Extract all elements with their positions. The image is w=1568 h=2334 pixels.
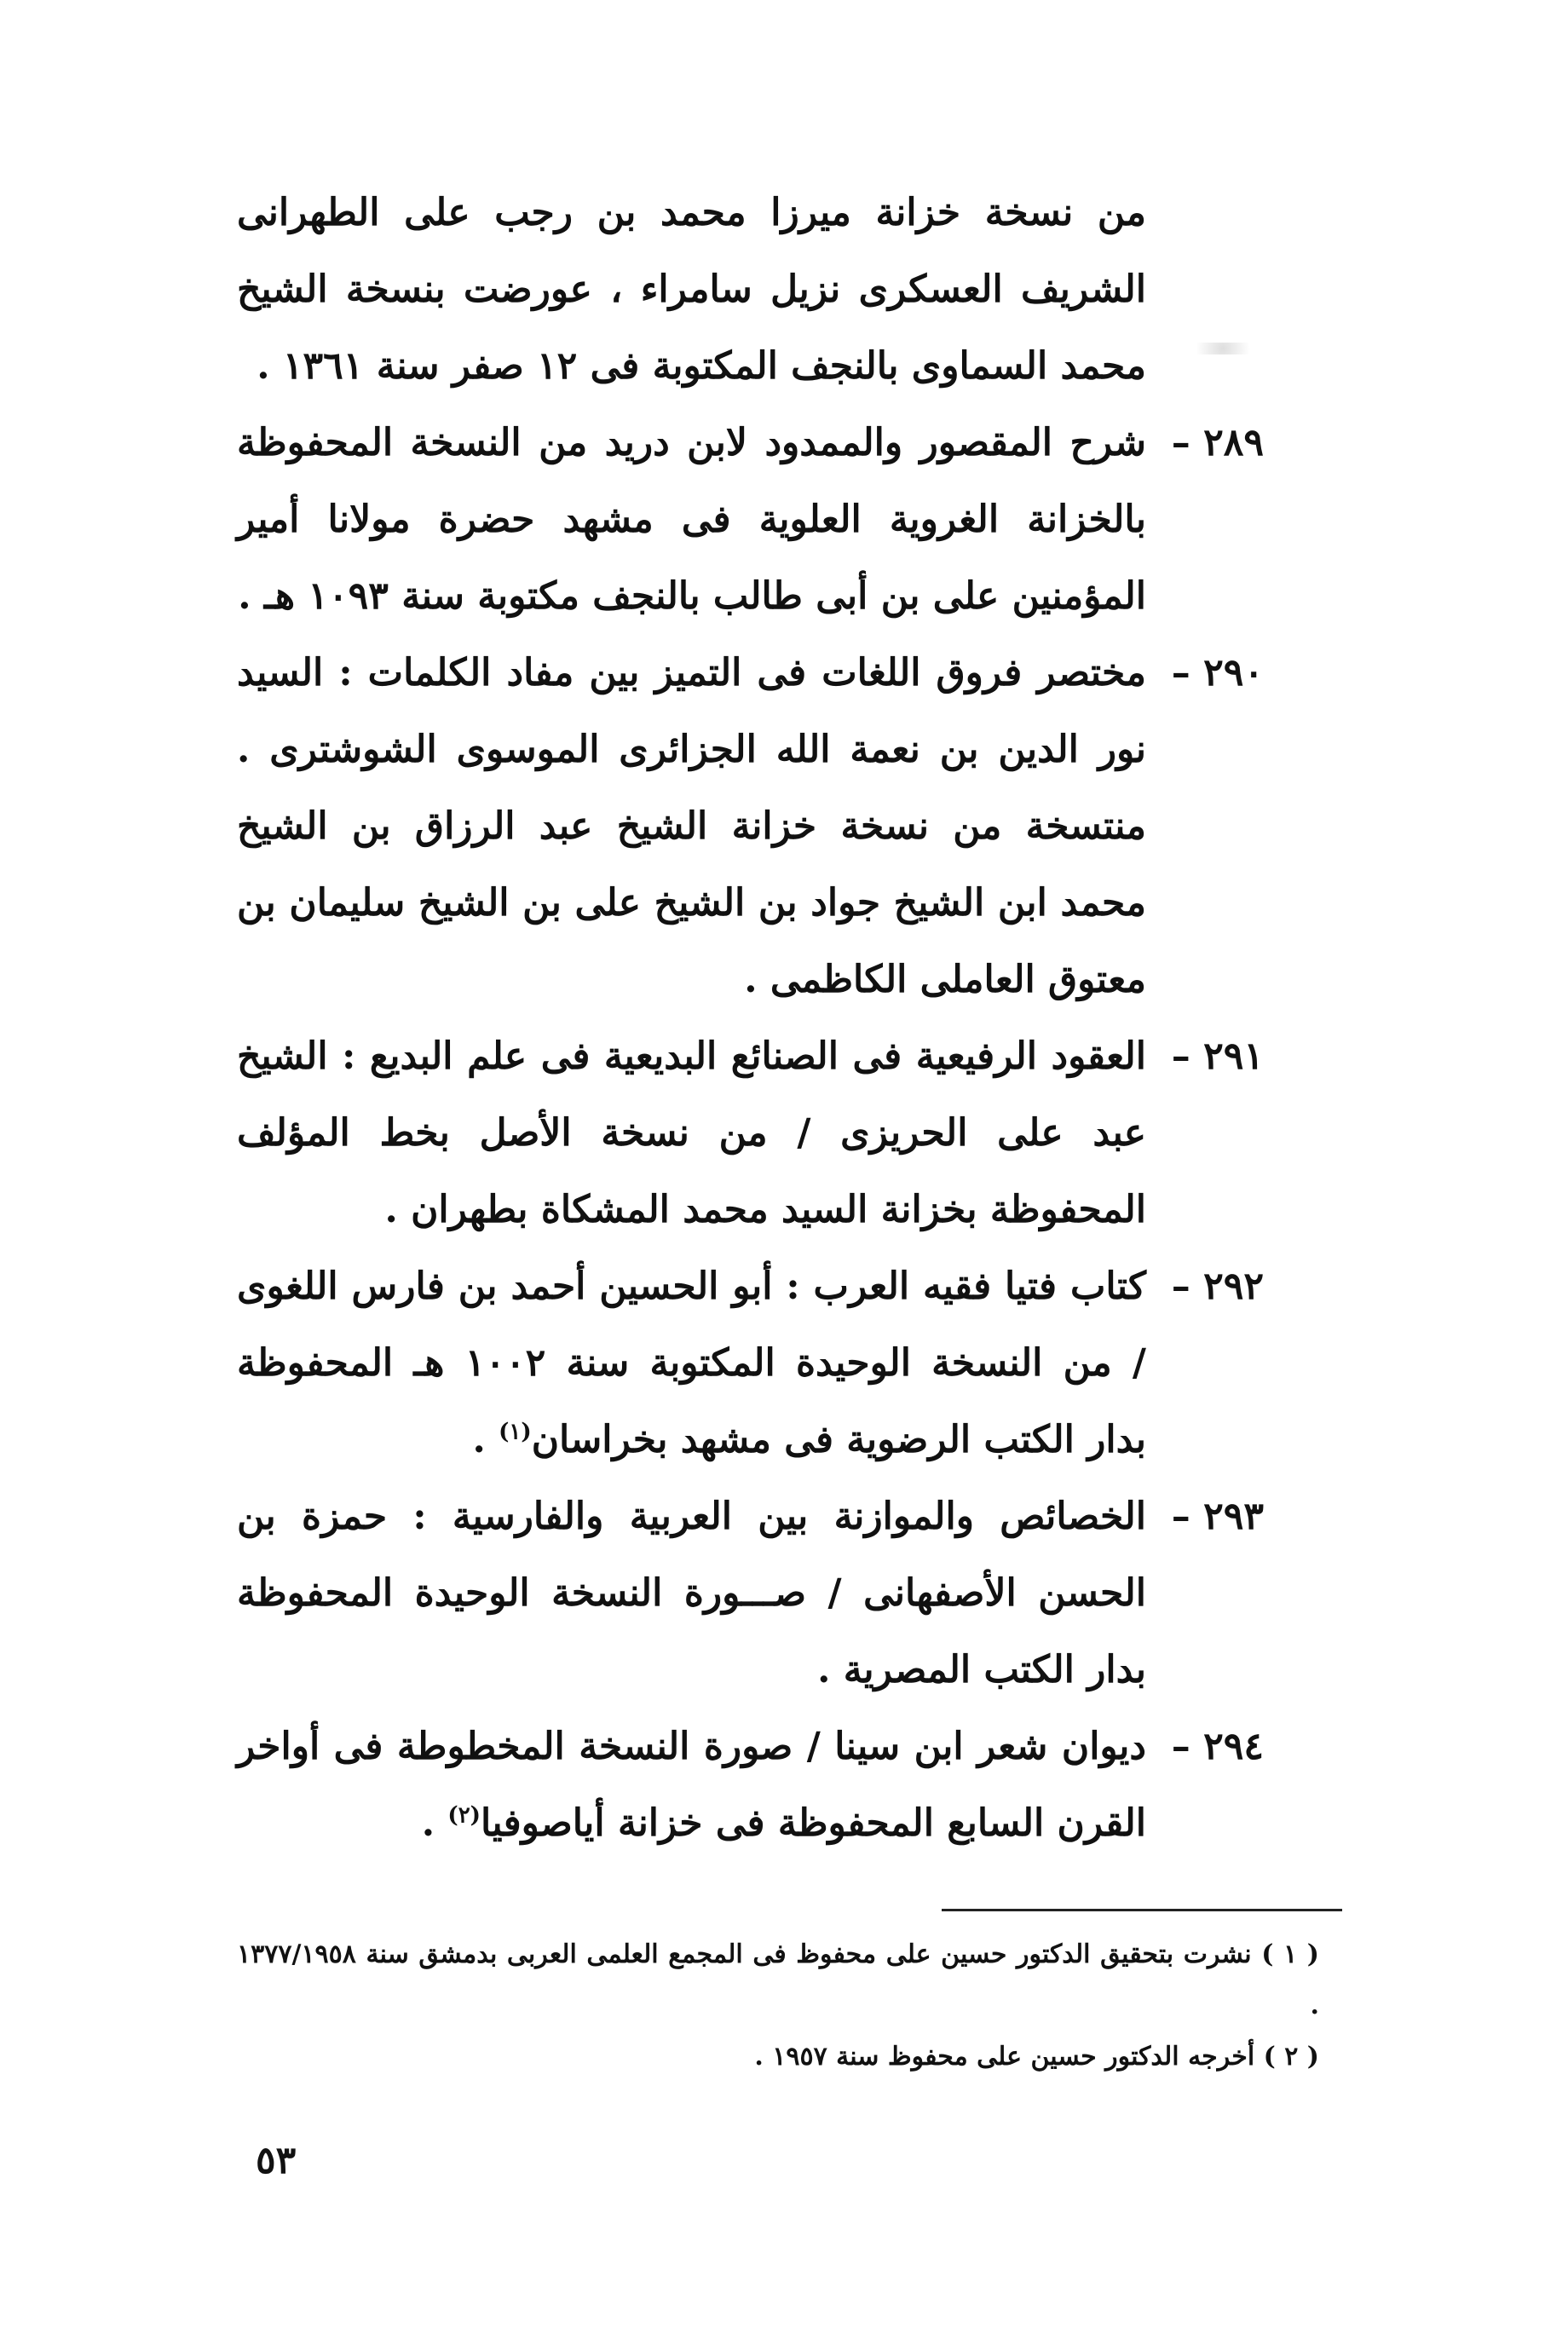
entry-end: . [421,1801,448,1845]
entry-294 [237,1709,1264,1862]
footnote-separator [942,1909,1342,1911]
entry-text [237,1709,1146,1862]
entry-body: كتاب فتيا فقيه العرب : أبو الحسين أحمد بن فارس اللغوى / من النسخة الوحيدة المكتوبة سنة ١٠٠٢ هـ المحفوظة بدار الكتب الرضوية فى مشهد بخراسان [237,1265,1146,1461]
entry-number: ٢٩٠ – [1171,651,1264,694]
entry-289 [237,405,1264,635]
entry-text: شرح المقصور والممدود لابن دريد من النسخة المحفوظة بالخزانة الغروية العلوية فى مشهد حضرة مولانا أمير المؤمنين على بن أبى طالب بالنجف مكتوبة سنة ١٠٩٣ هـ . [237,421,1146,618]
entry-number: ٢٩٤ – [1171,1725,1264,1768]
entry-292 [237,1248,1264,1478]
entry-text: الخصائص والموازنة بين العربية والفارسية : حمزة بن الحسن الأصفهانى / صـــورة النسخة الوحيدة المحفوظة بدار الكتب المصرية . [237,1495,1146,1691]
entry-number: ٢٨٩ – [1171,421,1264,464]
footnote-1: ( ١ ) نشرت بتحقيق الدكتور حسين على محفوظ فى المجمع العلمى العربى بدمشق سنة ١٣٧٧/١٩٥٨ . [237,1939,1320,2020]
footnotes [237,1929,1319,2083]
entry-text: مختصر فروق اللغات فى التميز بين مفاد الكلمات : السيد نور الدين بن نعمة الله الجزائرى الموسوى الشوشترى . منتسخة من نسخة خزانة الشيخ عبد الرزاق بن الشيخ محمد ابن الشيخ جواد بن الشيخ على بن الشيخ سليمان بن معتوق العاملى الكاظمى . [237,651,1146,1001]
entry-291 [237,1018,1264,1248]
entry-text: العقود الرفيعية فى الصنائع البديعية فى علم البديع : الشيخ عبد على الحريزى / من نسخة الأصل بخط المؤلف المحفوظة بخزانة السيد محمد المشكاة بطهران . [237,1034,1146,1231]
entry-number: ٢٩٣ – [1171,1495,1264,1538]
footnote-2: ( ٢ ) أخرجه الدكتور حسين على محفوظ سنة ١٩٥٧ . [754,2042,1319,2072]
entry-number: ٢٩١ – [1171,1034,1264,1078]
main-text [237,175,1264,1862]
continued-paragraph: من نسخة خزانة ميرزا محمد بن رجب على الطهرانى الشريف العسكرى نزيل سامراء ، عورضت بنسخة الشيخ محمد السماوى بالنجف المكتوبة فى ١٢ صفر سنة ١٣٦١ . [237,191,1146,388]
page-number: ٥٣ [256,2139,297,2182]
entry-290 [237,635,1264,1018]
entry-number: ٢٩٢ – [1171,1265,1264,1308]
entry-end: . [472,1418,499,1461]
entry-text [237,1248,1146,1478]
entry-293 [237,1478,1264,1709]
entry-body: ديوان شعر ابن سينا / صورة النسخة المخطوطة فى أواخر القرن السابع المحفوظة فى خزانة أياصوفيا [237,1725,1146,1845]
footnote-reference: (٢) [447,1802,481,1829]
footnote-reference: (١) [499,1419,532,1445]
